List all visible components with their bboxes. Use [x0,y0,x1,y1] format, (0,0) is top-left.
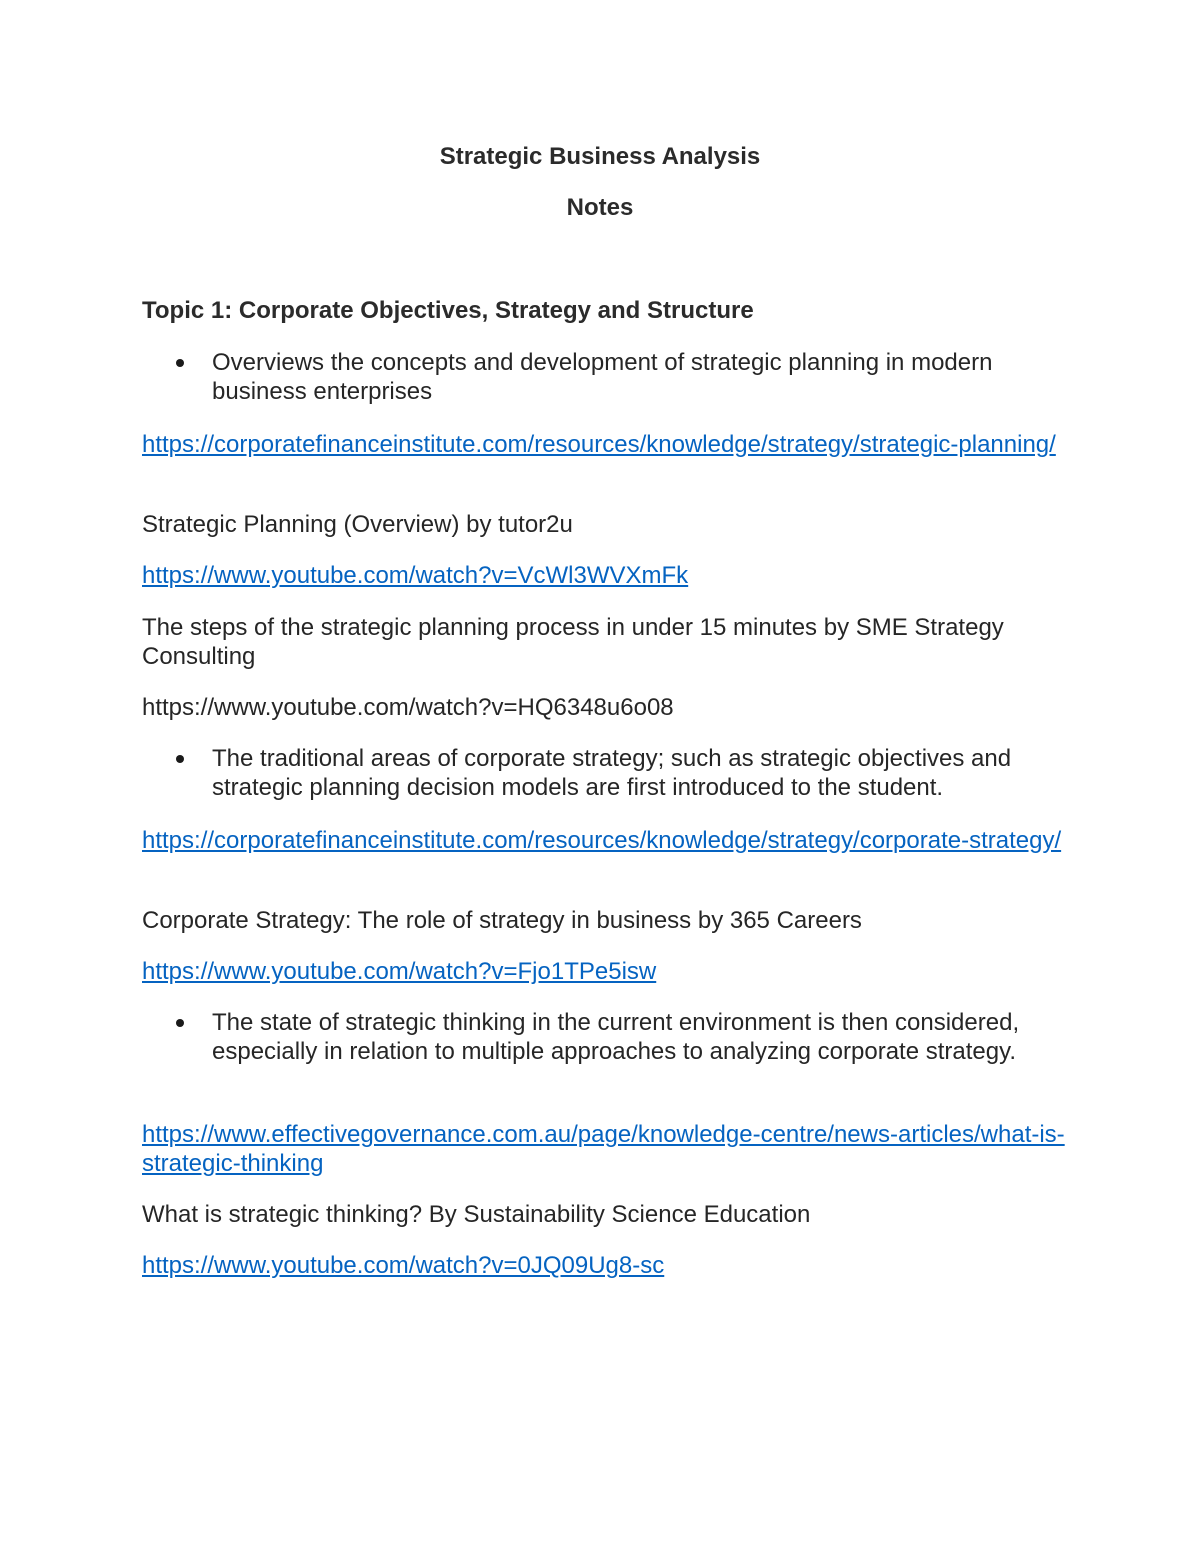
link-paragraph [142,826,1072,855]
document-subtitle: Notes [566,194,634,221]
link-paragraph [142,430,1072,459]
video-caption-sustainability: What is strategic thinking? By Sustainability Science Education [142,1201,811,1228]
document-title: Strategic Business Analysis [439,143,761,170]
video-caption-sme: The steps of the strategic planning process in under 15 minutes by SME Strategy Consulting [142,614,1004,670]
youtube-tutor2u-link[interactable]: https://www.youtube.com/watch?v=VcWl3WVXmFk [142,562,689,589]
youtube-365careers-link[interactable]: https://www.youtube.com/watch?v=Fjo1TPe5isw [142,958,657,985]
link-paragraph [142,1120,1072,1178]
link-paragraph [142,957,1072,986]
bullet-dot-icon [176,1019,184,1027]
effective-governance-link[interactable]: https://www.effectivegovernance.com.au/page/knowledge-centre/news-articles/what-is-strategic-thinking [142,1121,1065,1177]
video-caption-tutor2u: Strategic Planning (Overview) by tutor2u [142,511,573,538]
video-caption-365careers: Corporate Strategy: The role of strategy in business by 365 Careers [142,907,862,934]
bullet-dot-icon [176,359,184,367]
youtube-sustainability-link[interactable]: https://www.youtube.com/watch?v=0JQ09Ug8-sc [142,1252,665,1279]
link-paragraph [142,1251,1072,1280]
bullet-text: The state of strategic thinking in the current environment is then considered, especially in relation to multiple approaches to analyzing corporate strategy. [212,1009,1020,1065]
cfi-corporate-strategy-link[interactable]: https://corporatefinanceinstitute.com/resources/knowledge/strategy/corporate-strategy/ [142,827,1062,854]
bullet-text: Overviews the concepts and development of strategic planning in modern business enterprises [212,349,993,405]
bullet-dot-icon [176,755,184,763]
topic-heading: Topic 1: Corporate Objectives, Strategy and Structure [142,297,754,324]
link-paragraph [142,561,1072,590]
bullet-text: The traditional areas of corporate strategy; such as strategic objectives and strategic planning decision models are first introduced to the student. [212,745,1012,801]
plain-url-sme: https://www.youtube.com/watch?v=HQ6348u6o08 [142,694,674,721]
cfi-strategic-planning-link[interactable]: https://corporatefinanceinstitute.com/resources/knowledge/strategy/strategic-planning/ [142,431,1056,458]
